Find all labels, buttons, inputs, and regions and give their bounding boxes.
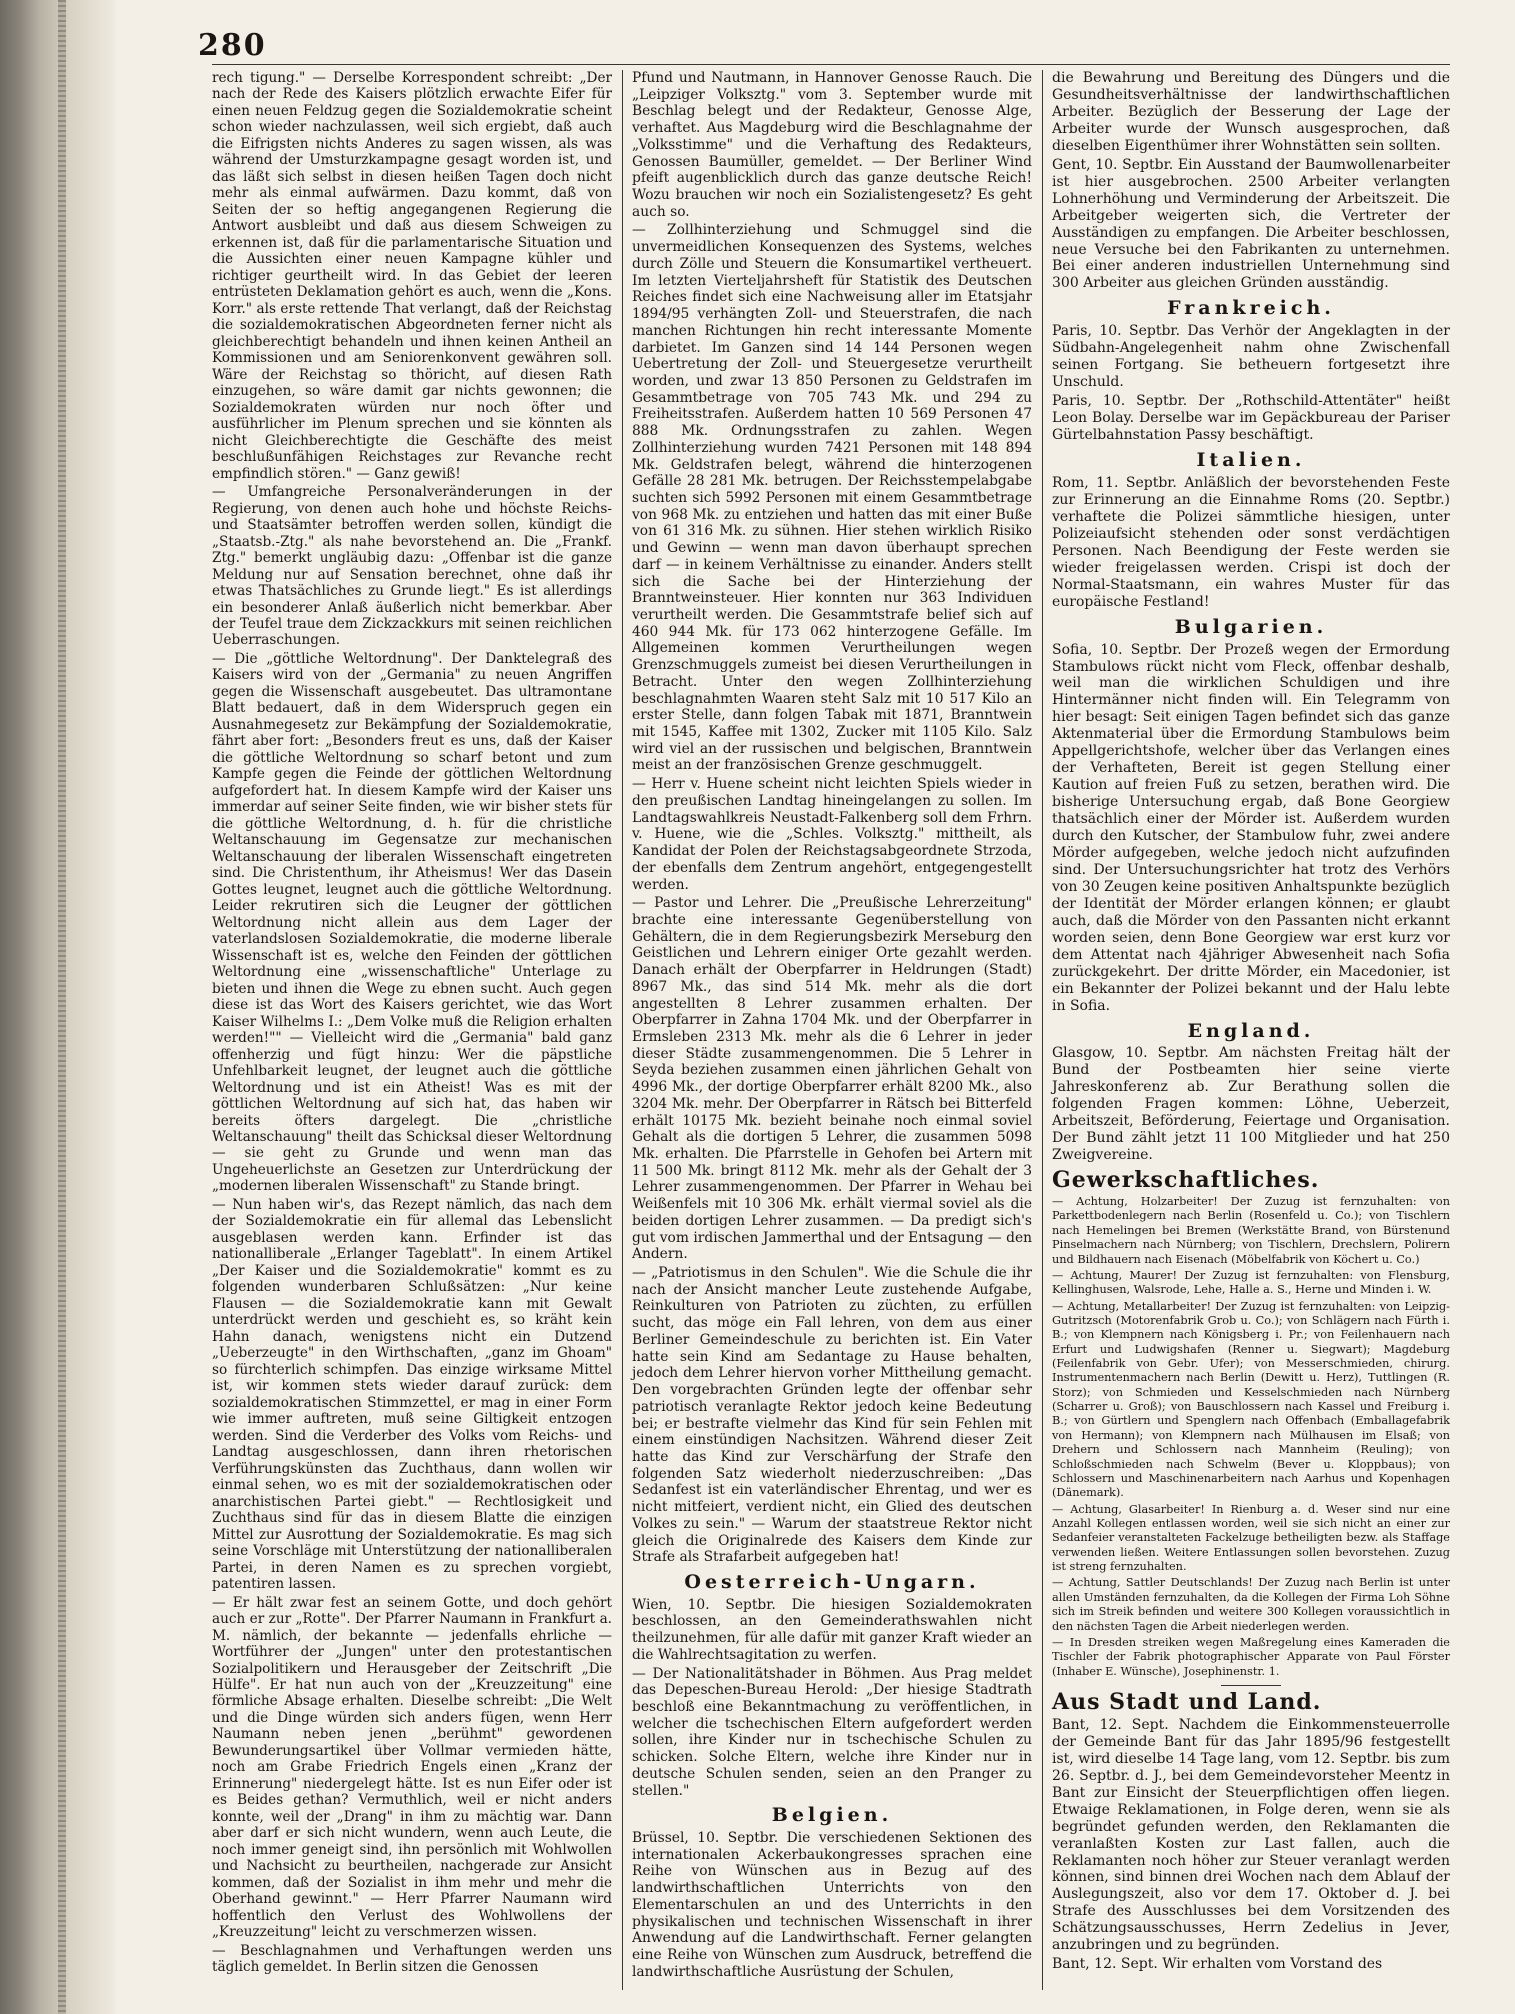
article-paragraph: Brüssel, 10. Septbr. Die verschiedenen Sektionen des internationalen Ackerbaukongresses sprachen eine Reihe von Wünschen aus in Bezug auf des landwirthschaftlichen Unterrichts von den Elementarschulen an und des Unterrichts in den physikalischen und technischen Wissenschaft in ihrer Anwendung auf die Landwirthschaft. Ferner gelangten eine Reihe von Wünschen zum Ausdruck, betreffend die landwirthschaftliche Ausrüstung der Schulen, [632, 1830, 1032, 1980]
article-paragraph: — Beschlagnahmen und Verhaftungen werden uns täglich gemeldet. In Berlin sitzen die Genossen [212, 1942, 612, 1976]
section-heading: Aus Stadt und Land. [1052, 1688, 1322, 1715]
column-rule [622, 70, 623, 1990]
column-2 [632, 70, 1032, 1983]
notice-paragraph: — Achtung, Maurer! Der Zuzug ist fernzuhalten: von Flensburg, Kellinghusen, Walsrode, Lehe, Halle a. S., Herne und Minden i. W. [1052, 1268, 1450, 1297]
notice-paragraph: — Achtung, Metallarbeiter! Der Zuzug ist fernzuhalten: von Leipzig-Gutritzsch (Motorenfabrik Grob u. Co.); von Schlägern nach Fürth i. B.; von Klempnern nach Königsberg i. Pr.; von Feilenhauern nach Erfurt und Ludwigshafen (Renner u. Siegwart); Magdeburg (Feilenfabrik von Gebr. Ufer); von Messerschmieden, chirurg. Instrumentenmachern nach Berlin (Dewitt u. Herz), Tuttlingen (R. Storz); von Schmieden und Kesselschmieden nach Nürnberg (Scharrer u. Groß); von Bauschlossern nach Kassel und Freiburg i. B.; von Gürtlern und Spenglern nach Offenbach (Emballagefabrik von Hermann); von Klempnern nach Mülhausen im Elsaß; von Drehern und Schlossern nach Mannheim (Reuling); von Schloßschmieden nach Schwelm (Bever u. Kloppbaus); von Schlossern und Maschinenarbeitern nach Aarhus und Kopenhagen (Dänemark). [1052, 1299, 1450, 1500]
section-heading: Bulgarien. [1174, 615, 1328, 638]
page-number: 280 [198, 28, 267, 63]
column-3 [1052, 70, 1450, 1975]
article-paragraph: Paris, 10. Septbr. Der „Rothschild-Attentäter" heißt Leon Bolay. Derselbe war im Gepäckbureau der Pariser Gürtelbahnstation Passy beschäftigt. [1052, 393, 1450, 444]
article-paragraph: — Der Nationalitätshader in Böhmen. Aus Prag meldet das Depeschen-Bureau Herold: „Der hiesige Stadtrath beschloß eine Bekanntmachung zu veröffentlichen, in welcher die tschechischen Eltern aufgefordert werden sollen, ihre Kinder nur in tschechische Schulen zu schicken. Solche Eltern, welche ihre Kinder nur in deutsche Schulen senden, seien an den Pranger zu stellen." [632, 1665, 1032, 1799]
notice-paragraph: — In Dresden streiken wegen Maßregelung eines Kameraden die Tischler der Fabrik photographischer Apparate von Paul Förster (Inhaber E. Wünsche), Josephinenstr. 1. [1052, 1635, 1450, 1678]
article-paragraph: — Herr v. Huene scheint nicht leichten Spiels wieder in den preußischen Landtag hineingelangen zu sollen. Im Landtagswahlkreis Neustadt-Falkenberg soll dem Frhrn. v. Huene, wie die „Schles. Volksztg." mittheilt, als Kandidat der Polen der Reichstagsabgeordnete Strzoda, der ebenfalls dem Zentrum angehört, entgegengestellt werden. [632, 776, 1032, 893]
article-paragraph: — Er hält zwar fest an seinem Gotte, und doch gehört auch er zur „Rotte". Der Pfarrer Naumann in Frankfurt a. M. nämlich, der bekannte — jedenfalls ehrliche — Wortführer der „Jungen" unter den protestantischen Sozialpolitikern und Herausgeber der Zeitschrift „Die Hülfe". Er hat nun auch von der „Kreuzzeitung" eine förmliche Absage erhalten. Dieselbe schreibt: „Die Welt und die Dinge würden sich anders fügen, wenn Herr Naumann neben jenen „berühmt" gewordenen Bewunderungsartikel über Vollmar vermieden hätte, noch am Grabe Friedrich Engels einen „Kranz der Erinnerung" niedergelegt hätte. Ist es nun Eifer oder ist es Beides gethan? Vermuthlich, weil er nicht anders konnte, weil der „Drang" in ihm zu mächtig war. Dann aber darf er sich nicht wundern, wenn auch Leute, die noch immer geneigt sind, ihn persönlich mit Wohlwollen und Nachsicht zu beurtheilen, nachgerade zur Ansicht kommen, daß der Sozialist in ihm mehr und mehr die Oberhand gewinnt." — Herr Pfarrer Naumann wird hoffentlich den Verlust des Wohlwollens der „Kreuzzeitung" leicht zu verschmerzen wissen. [212, 1594, 612, 1941]
article-paragraph: rech tigung." — Derselbe Korrespondent schreibt: „Der nach der Rede des Kaisers plötzlich erwachte Eifer für einen neuen Feldzug gegen die Sozialdemokratie scheint schon wieder nachzulassen, weil sich ergiebt, daß auch die Eifrigsten nichts Anderes zu sagen wissen, als was während der Umsturzkampagne gesagt worden ist, und das läßt sich selbst in diesen heißen Tagen doch nicht mehr als einmal aufwärmen. Dazu kommt, daß von Seiten der so heftig angegangenen Regierung die Antwort ausbleibt und daß aus diesem Schweigen zu erkennen ist, daß für die parlamentarische Situation und die Aussichten einer neuen Kampagne kühler und richtiger geurtheilt wird. In das Gebiet der leeren entrüsteten Deklamation gehört es auch, wenn die „Kons. Korr." als erste rettende That verlangt, daß der Reichstag die sozialdemokratischen Abgeordneten ferner nicht als gleichberechtigt behandeln und ihnen keinen Antheil an Kommissionen und am Seniorenkonvent gewähren soll. Wäre der Reichstag so thöricht, auf diesen Rath einzugehen, so wäre damit gar nichts gewonnen; die Sozialdemokraten würden nur noch öfter und ausführlicher im Plenum sprechen und sie könnten als nicht Gleichberechtigte die Geschäfte des meist beschlußunfähigen Reichstages zur Revanche recht empfindlich stören." — Ganz gewiß! [212, 70, 612, 482]
article-paragraph: — Zollhinterziehung und Schmuggel sind die unvermeidlichen Konsequenzen des Systems, welches durch Zölle und Steuern die Konsumartikel vertheuert. Im letzten Vierteljahrsheft für Statistik des Deutschen Reiches findet sich eine Nachweisung aller im Etatsjahr 1894/95 verhängten Zoll- und Steuerstrafen, die nach manchen Richtungen hin recht interessante Momente darbietet. Im Ganzen sind 14 144 Personen wegen Uebertretung der Zoll- und Steuergesetze verurtheilt worden, und zwar 13 850 Personen zu Geldstrafen im Gesammtbetrage von 705 743 Mk. und 294 zu Freiheitsstrafen. Außerdem hatten 10 569 Personen 47 888 Mk. Ordnungsstrafen zu zahlen. Wegen Zollhinterziehung wurden 7421 Personen mit 148 894 Mk. Geldstrafen belegt, während die hinterzogenen Gefälle 28 281 Mk. betrugen. Der Reichsstempelabgabe suchten sich 5992 Personen mit einem Gesammtbetrage von 968 Mk. zu entziehen und hatten das mit einer Buße von 61 316 Mk. zu sühnen. Hier stehen wirklich Risiko und Gewinn — wenn man davon überhaupt sprechen darf — in keinem Verhältnisse zu einander. Anders stellt sich die Sache bei der Hinterziehung der Branntweinsteuer. Hier konnten nur 363 Individuen verurtheilt werden. Die Gesammtstrafe belief sich auf 460 944 Mk. für 173 062 hinterzogene Gefälle. Im Allgemeinen kommen Verurtheilungen wegen Grenzschmuggels zumeist bei diesen Verurtheilungen in Betracht. Unter den wegen Zollhinterziehung beschlagnahmten Waaren steht Salz mit 10 517 Kilo an erster Stelle, dann folgen Tabak mit 1871, Branntwein mit 1545, Kaffee mit 1302, Zucker mit 1105 Kilo. Salz wird viel an der russischen und belgischen, Branntwein meist an der französischen Grenze geschmuggelt. [632, 222, 1032, 774]
page-edges [58, 0, 66, 2014]
article-paragraph: Bant, 12. Sept. Wir erhalten vom Vorstand des [1052, 1956, 1383, 1973]
notice-paragraph: — Achtung, Sattler Deutschlands! Der Zuzug nach Berlin ist unter allen Umständen fernzuhalten, da die Kollegen der Firma Loh Söhne sich im Streik befinden und weitere 300 Kollegen voraussichtlich in den nächsten Tagen die Arbeit niederlegen werden. [1052, 1576, 1450, 1633]
notice-paragraph: — Achtung, Glasarbeiter! In Rienburg a. d. Weser sind nur eine Anzahl Kollegen entlassen worden, weil sie sich nicht an einer zur Sedanfeier veranstalteten Fackelzuge betheiligten bezw. als Staffage verwenden ließen. Weitere Entlassungen sollen bevorstehen. Zuzug ist streng fernzuhalten. [1052, 1502, 1450, 1574]
article-paragraph: Glasgow, 10. Septbr. Am nächsten Freitag hält der Bund der Postbeamten hier seine vierte Jahreskonferenz ab. Zur Berathung sollen die folgenden Fragen kommen: Löhne, Ueberzeit, Arbeitszeit, Beförderung, Feiertage und Organisation. Der Bund zählt jetzt 11 100 Mitglieder und hat 250 Zweigvereine. [1052, 1045, 1450, 1164]
article-paragraph: Bant, 12. Sept. Nachdem die Einkommensteuerrolle der Gemeinde Bant für das Jahr 1895/96 festgestellt ist, wird dieselbe 14 Tage lang, vom 12. Septbr. bis zum 26. Septbr. d. J., bei dem Gemeindevorsteher Meentz in Bant zur Einsicht der Steuerpflichtigen offen liegen. Etwaige Reklamationen, in Folge deren, wenn sie als begründet gefunden werden, den Reklamanten die veranlaßten Kosten zur Last fallen, auch die Reklamanten noch höher zur Steuer veranlagt werden können, sind binnen drei Wochen nach dem Ablauf der Auslegungszeit, also vor dem 17. Oktober d. J. bei Strafe des Ausschlusses bei dem Vorsitzenden des Schätzungsausschusses, Herrn Zedelius in Jever, anzubringen und zu begründen. [1052, 1716, 1450, 1954]
section-heading: Gewerkschaftliches. [1052, 1167, 1320, 1194]
article-paragraph: — Pastor und Lehrer. Die „Preußische Lehrerzeitung" brachte eine interessante Gegenüberstellung von Gehältern, die in dem Regierungsbezirk Merseburg den Geistlichen und Lehrern einiger Orte gezahlt werden. Danach erhält der Oberpfarrer in Heldrungen (Stadt) 8967 Mk., das sind 514 Mk. mehr als die dort angestellten 8 Lehrer zusammen erhalten. Der Oberpfarrer in Zahna 1704 Mk. und der Oberpfarrer in Ermsleben 2313 Mk. mehr als die 6 Lehrer in jeder dieser Städte zusammengenommen. Die 5 Lehrer in Seyda beziehen zusammen einen jährlichen Gehalt von 4996 Mk., der dortige Oberpfarrer erhält 8200 Mk., also 3204 Mk. mehr. Der Oberpfarrer in Rätsch bei Bitterfeld erhält 10175 Mk. bezieht beinahe noch einmal soviel Gehalt als die dortigen 5 Lehrer, die zusammen 5098 Mk. erhalten. Die Pfarrstelle in Gehofen bei Artern mit 11 500 Mk. bringt 8112 Mk. mehr als der Gehalt der 3 Lehrer zusammengenommen. Der Pfarrer in Wehau bei Weißenfels mit 10 306 Mk. erhält viermal soviel als die beiden dortigen Lehrer zusammen. — Da predigt sich's gut vom irdischen Jammerthal und der Entsagung — den Andern. [632, 895, 1032, 1263]
article-paragraph: — Umfangreiche Personalveränderungen in der Regierung, von denen auch hohe und höchste Reichs- und Staatsämter betroffen werden sollen, kündigt die „Staatsb.-Ztg." als nahe bevorstehend an. Die „Frankf. Ztg." bemerkt ungläubig dazu: „Offenbar ist die ganze Meldung nur auf Sensation berechnet, ohne daß ihr etwas Thatsächliches zu Grunde liegt." Es ist allerdings ein besonderer Anlaß äußerlich nicht bemerkbar. Aber der Teufel traue dem Zickzackkurs mit seinen reichlichen Ueberraschungen. [212, 484, 612, 649]
divider [1221, 1685, 1281, 1686]
section-heading: England. [1187, 1019, 1315, 1042]
notice-paragraph: — Achtung, Holzarbeiter! Der Zuzug ist fernzuhalten: von Parkettbodenlegern nach Berlin (Rosenfeld u. Co.); von Tischlern nach Hemelingen bei Bremen (Werkstätte Brand, von Bürstenund Pinselmachern nach Nürnberg; von Tischlern, Drechslern, Polirern und Bildhauern nach Eisenach (Möbelfabrik von Köchert u. Co.) [1052, 1195, 1450, 1266]
newspaper-page [120, 28, 1450, 1992]
column-1 [212, 70, 612, 1978]
article-paragraph: Rom, 11. Septbr. Anläßlich der bevorstehenden Feste zur Erinnerung an die Einnahme Roms (20. Septbr.) verhaftete die Polizei sämmtliche hiesigen, unter Polizeiaufsicht stehenden oder sonst verdächtigen Personen. Nach Beendigung der Feste werden sie wieder freigelassen werden. Crispi ist doch der Normal-Staatsmann, ein wahres Muster für das europäische Festland! [1052, 474, 1450, 610]
article-paragraph: Pfund und Nautmann, in Hannover Genosse Rauch. Die „Leipziger Volksztg." vom 3. September wurde mit Beschlag belegt und der Redakteur, Genosse Alge, verhaftet. Aus Magdeburg wird die Beschlagnahme der „Volksstimme" und die Verhaftung des Redakteurs, Genossen Baumüller, gemeldet. — Der Berliner Wind pfeift augenblicklich durch das ganze deutsche Reich! Wozu brauchen wir noch ein Sozialistengesetz? Es geht auch so. [632, 70, 1032, 220]
article-paragraph: Gent, 10. Septbr. Ein Ausstand der Baumwollenarbeiter ist hier ausgebrochen. 2500 Arbeiter verlangten Lohnerhöhung und Verminderung der Arbeitszeit. Die Arbeitgeber weigerten sich, die Vertreter der Ausständigen zu empfangen. Die Arbeiter beschlossen, neue Versuche bei den Fabrikanten zu unternehmen. Bei einer anderen industriellen Unternehmung sind 300 Arbeiter aus gleichen Gründen ausständig. [1052, 156, 1450, 292]
section-heading: Belgien. [771, 1804, 893, 1827]
section-heading: Frankreich. [1167, 297, 1335, 320]
article-paragraph: — „Patriotismus in den Schulen". Wie die Schule die ihr nach der Ansicht mancher Leute zustehende Aufgabe, Reinkulturen von Patrioten zu züchten, zu erfüllen sucht, das möge ein Fall lehren, von dem aus einer Berliner Gemeindeschule zu berichten ist. Ein Vater hatte sein Kind am Sedantage zu Hause behalten, jedoch dem Lehrer hiervon vorher Mittheilung gemacht. Den vorgebrachten Gründen legte der offenbar sehr patriotisch veranlagte Rektor jedoch keine Bedeutung bei; er bestrafte vielmehr das Kind für sein Fehlen mit einem einstündigen Nachsitzen. Während dieser Zeit hatte das Kind zur Verschärfung der Strafe den folgenden Satz wiederholt niederzuschreiben: „Das Sedanfest ist ein vaterländischer Ehrentag, und wer es nicht mitfeiert, verdient nicht, ein Glied des deutschen Volkes zu sein." — Warum der staatstreue Rektor nicht gleich die Originalrede des Kaisers dem Kinde zur Strafe als Strafarbeit aufgegeben hat! [632, 1265, 1032, 1566]
header-rule [212, 64, 1450, 65]
article-paragraph: Paris, 10. Septbr. Das Verhör der Angeklagten in der Südbahn-Angelegenheit nahm ohne Zwischenfall seinen Fortgang. Sie betheuern fortgesetzt ihre Unschuld. [1052, 323, 1450, 391]
column-rule [1042, 70, 1043, 1990]
section-heading: Oesterreich-Ungarn. [684, 1570, 980, 1593]
section-heading: Italien. [1196, 449, 1306, 472]
article-paragraph: die Bewahrung und Bereitung des Düngers und die Gesundheitsverhältnisse der landwirthschaftlichen Arbeiter. Bezüglich der Besserung der Lage der Arbeiter wurde der Wunsch ausgesprochen, daß dieselben Eigenthümer ihrer Wohnstätten sein sollten. [1052, 70, 1450, 154]
article-paragraph: — Die „göttliche Weltordnung". Der Danktelegraß des Kaisers wird von der „Germania" zu neuen Angriffen gegen die Wissenschaft ausgebeutet. Das ultramontane Blatt bedauert, daß in dem Widerspruch gegen ein Ausnahmegesetz zur Bekämpfung der Sozialdemokratie, fährt aber fort: „Besonders freut es uns, daß der Kaiser die göttliche Weltordnung so scharf betont und zum Kampfe gegen die Feinde der göttlichen Weltordnung aufgefordert hat. In diesem Kampfe wird der Kaiser uns immerdar auf seiner Seite finden, wie wir bisher stets für die göttliche Weltordnung, d. h. für die christliche Weltanschauung im Gegensatze zur mechanischen Weltanschauung der liberalen Wissenschaft eingetreten sind. Die Christenthum, ihr Atheismus! Wer das Dasein Gottes leugnet, leugnet auch die göttliche Weltordnung. Leider rekrutiren sich die Leugner der göttlichen Weltordnung nicht allein aus dem Lager der vaterlandslosen Sozialdemokratie, die moderne liberale Wissenschaft ist es, welche den Feinden der göttlichen Weltordnung eine „wissenschaftliche" Unterlage zu bieten und ihnen die Wege zu ebnen sucht. Auch gegen diese ist das Wort des Kaisers gerichtet, wie das Wort Kaiser Wilhelms I.: „Dem Volke muß die Religion erhalten werden!"" — Vielleicht wird die „Germania" bald ganz offenherzig und fügt hinzu: Wer die päpstliche Unfehlbarkeit leugnet, der leugnet auch die göttliche Weltordnung und ist ein Atheist! Was es mit der göttlichen Weltordnung auf sich hat, das haben wir bereits öfters dargelegt. Die „christliche Weltanschauung" theilt das Schicksal dieser Weltordnung — sie geht zu Grunde und wenn man das Ungeheuerlichste an Gesetzen zur Unterdrückung der „modernen liberalen Wissenschaft" zu Stande bringt. [212, 650, 612, 1195]
article-paragraph: Wien, 10. Septbr. Die hiesigen Sozialdemokraten beschlossen, an den Gemeinderathswahlen nicht theilzunehmen, für alle dafür mit ganzer Kraft wieder an die Wahlrechtsagitation zu werfen. [632, 1596, 1032, 1663]
article-paragraph: Sofia, 10. Septbr. Der Prozeß wegen der Ermordung Stambulows rückt nicht vom Fleck, offenbar deshalb, weil man die wirklichen Schuldigen und ihre Hintermänner nicht finden will. Ein Telegramm von hier besagt: Seit einigen Tagen befindet sich das ganze Aktenmaterial über die Ermordung Stambulows beim Appellgerichtshofe, welcher über das Verlangen eines der Verhafteten, Bereit ist gegen Stellung einer Kaution auf freien Fuß zu setzen, berathen wird. Die bisherige Untersuchung ergab, daß Bone Georgiew thatsächlich einer der Mörder ist. Außerdem wurden durch den Kutscher, der Stambulow fuhr, zwei andere Mörder aufgegeben, welche jedoch nicht aufzufinden sind. Der Untersuchungsrichter hat trotz des Verhörs von 30 Zeugen keine positiven Anhaltspunkte bezüglich der Identität der Mörder erlangen können; er glaubt auch, daß die Mörder von den Passanten nicht erkannt worden seien, denn Bone Georgiew war erst kurz vor dem Attentat nach 4jähriger Abwesenheit nach Sofia zurückgekehrt. Der dritte Mörder, ein Macedonier, ist ein Bekannter der Polizei bekannt und der Halu lebte in Sofia. [1052, 641, 1450, 1014]
article-paragraph: — Nun haben wir's, das Rezept nämlich, das nach dem der Sozialdemokratie ein für allemal das Lebenslicht ausgeblasen werden kann. Erfinder ist das nationalliberale „Erlanger Tageblatt". In einem Artikel „Der Kaiser und die Sozialdemokratie" kommt es zu folgenden wunderbaren Schlußsätzen: „Nur keine Flausen — die Sozialdemokratie kann mit Gewalt unterdrückt werden und geschieht es, so kräht kein Hahn danach, wenigstens nicht ein Dutzend „Ueberzeugte" in den Wirthschaften, „ganz im Ghoam" so fürchterlich schimpfen. Das einzige wirksame Mittel ist, wir kommen stets wieder darauf zurück: dem sozialdemokratischen Stimmzettel, er mag in einer Form wie immer auftreten, muß seine Giltigkeit entzogen werden. Sind die Verderber des Volks vom Reichs- und Landtag ausgeschlossen, dann ihren rhetorischen Verführungskünsten das Zuchthaus, dann wollen wir einmal sehen, wo es mit der sozialdemokratischen oder anarchistischen Partei giebt." — Rechtlosigkeit und Zuchthaus sind für das in diesem Blatte die einzigen Mittel zur Ausrottung der Sozialdemokratie. Es mag sich seine Vorschläge mit Unterstützung der nationalliberalen Partei, in deren Namen es zu sprechen vorgiebt, patentiren lassen. [212, 1196, 612, 1593]
